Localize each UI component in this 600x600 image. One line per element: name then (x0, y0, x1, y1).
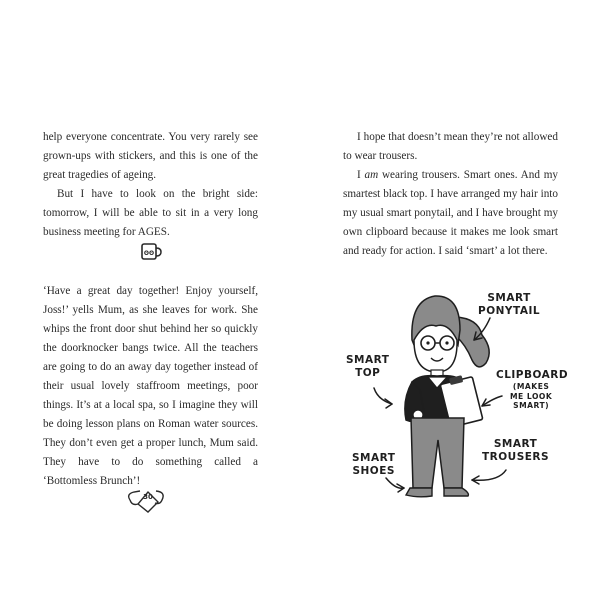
page-number: 30 (143, 493, 153, 501)
paragraph: I am wearing trousers. Smart ones. And my smartest black top. I have arranged my hair into my usual smart ponytail, and I have brought my own clipboard because it makes me look smart and ready for action. I said ‘smart’ a lot there. (343, 169, 558, 257)
label-smart-top: SMART TOP (346, 354, 390, 379)
label-clipboard-note: (MAKES ME LOOK SMART) (510, 382, 553, 410)
paragraph: ‘Have a great day together! Enjoy yourself, Joss!’ yells Mum, as she leaves for work. She whips the front door shut behind her so quickly the doorknocker bangs twice. All the teachers are going to do an away day together instead of their usual lovely staffroom meetings, poor things. It’s at a local spa, so I imagine they will be doing lesson plans on Roman water sources. They don’t even get a proper lunch, Mum said. They have to do something called a ‘Bottomless Brunch’! (43, 285, 258, 487)
right-page (300, 0, 600, 600)
label-smart-trousers: SMART TROUSERS (482, 438, 550, 463)
svg-text:ʘʘ: ʘʘ (143, 250, 155, 257)
left-top-text (43, 128, 258, 242)
paragraph: help everyone concentrate. You very rarely see grown-ups with stickers, and this is one of the great tragedies of ageing. (43, 131, 258, 181)
label-smart-shoes: SMART SHOES (352, 452, 396, 477)
paragraph: I hope that doesn’t mean they’re not allowed to wear trousers. (343, 131, 558, 162)
label-clipboard: CLIPBOARD (496, 369, 569, 381)
left-bottom-text (43, 282, 258, 491)
paragraph: But I have to look on the bright side: tomorrow, I will be able to sit in a very long business meeting for AGES. (43, 188, 258, 238)
right-top-text (343, 128, 558, 261)
label-smart-ponytail: SMART PONYTAIL (478, 292, 541, 317)
